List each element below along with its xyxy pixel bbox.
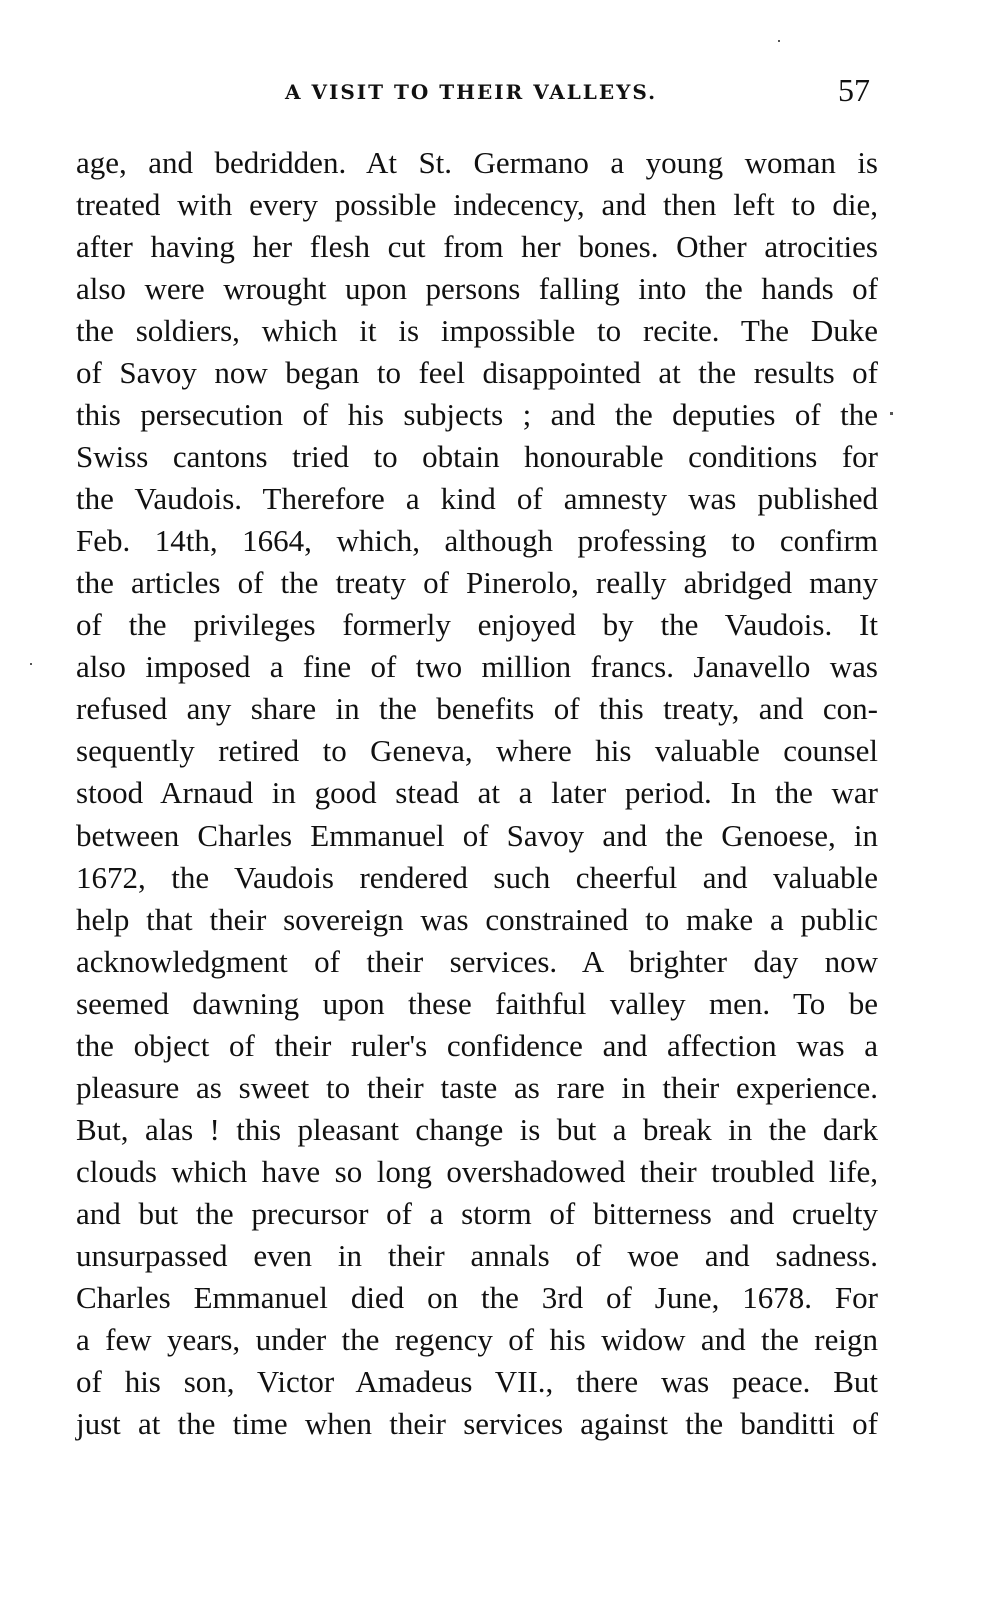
text-line: a few years, under the regency of his widow and the reign [76, 1321, 878, 1357]
text-line: Feb. 14th, 1664, which, although professing to confirm [76, 523, 878, 559]
text-line: clouds which have so long overshadowed their troubled life, [76, 1153, 878, 1189]
text-line: Charles Emmanuel died on the 3rd of June, 1678. For [76, 1279, 878, 1315]
body-text [76, 142, 878, 1445]
text-line: refused any share in the benefits of this treaty, and con- [76, 691, 878, 727]
scan-speck [778, 40, 780, 42]
text-line: But, alas ! this pleasant change is but a break in the dark [76, 1111, 878, 1147]
text-line: Swiss cantons tried to obtain honourable conditions for [76, 439, 878, 475]
text-line: the object of their ruler's confidence and affection was a [76, 1027, 878, 1063]
text-line: unsurpassed even in their annals of woe and sadness. [76, 1237, 878, 1273]
text-line: between Charles Emmanuel of Savoy and the Genoese, in [76, 817, 878, 853]
text-line: of his son, Victor Amadeus VII., there was peace. But [76, 1363, 878, 1399]
text-line: stood Arnaud in good stead at a later period. In the war [76, 775, 878, 811]
text-line: acknowledgment of their services. A brighter day now [76, 943, 878, 979]
running-header: A VISIT TO THEIR VALLEYS. [285, 80, 658, 104]
text-line: the articles of the treaty of Pinerolo, really abridged many [76, 565, 878, 601]
text-line: 1672, the Vaudois rendered such cheerful and valuable [76, 859, 878, 895]
text-line: the Vaudois. Therefore a kind of amnesty was published [76, 481, 878, 517]
text-line: after having her flesh cut from her bones. Other atrocities [76, 229, 878, 265]
text-line: of Savoy now began to feel disappointed at the results of [76, 355, 878, 391]
text-line: and but the precursor of a storm of bitterness and cruelty [76, 1195, 878, 1231]
text-line: the soldiers, which it is impossible to recite. The Duke [76, 313, 878, 349]
text-line: just at the time when their services against the banditti of [76, 1405, 878, 1441]
scan-speck [30, 663, 32, 665]
page-number: 57 [838, 72, 870, 108]
text-line: also imposed a fine of two million francs. Janavello was [76, 649, 878, 685]
text-line: age, and bedridden. At St. Germano a young woman is [76, 145, 878, 180]
text-line: help that their sovereign was constrained to make a public [76, 901, 878, 937]
text-line: also were wrought upon persons falling into the hands of [76, 271, 878, 307]
text-line: seemed dawning upon these faithful valley men. To be [76, 985, 878, 1021]
scan-speck [890, 412, 893, 415]
text-line: of the privileges formerly enjoyed by the Vaudois. It [76, 607, 878, 643]
text-line: treated with every possible indecency, and then left to die, [76, 187, 878, 223]
text-line: this persecution of his subjects ; and the deputies of the [76, 397, 878, 433]
text-line: sequently retired to Geneva, where his valuable counsel [76, 733, 878, 769]
text-line: pleasure as sweet to their taste as rare in their experience. [76, 1069, 878, 1105]
